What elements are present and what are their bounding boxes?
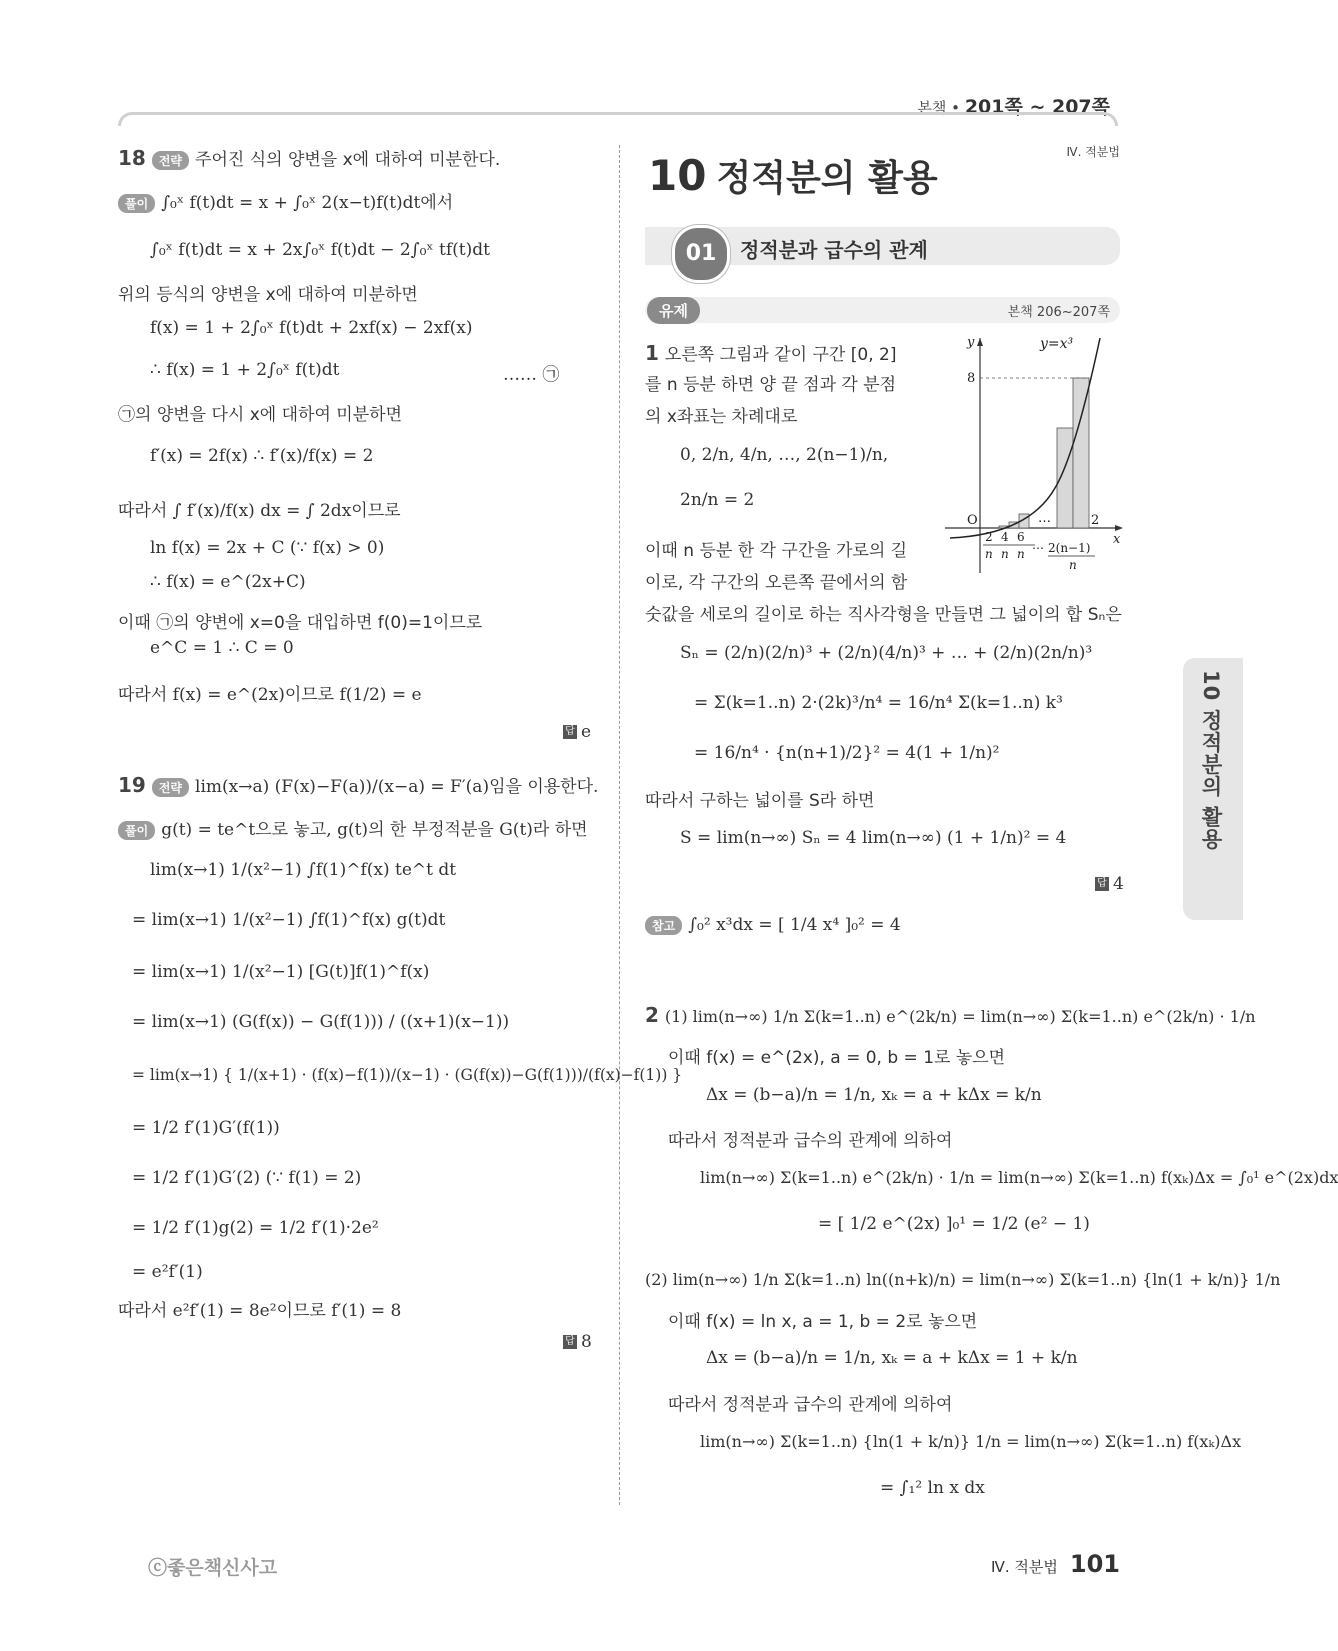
riemann-rect [1057,428,1073,528]
p18-answer: 답 e [563,722,591,742]
p18-line-11: 이때 ㉠의 양변에 x=0을 대입하면 f(0)=1이므로 [118,613,483,633]
p1-line-13: S = lim(n→∞) Sₙ = 4 lim(n→∞) (1 + 1/n)² = 4 [680,828,1067,848]
p18-line-9: ln f(x) = 2x + C (∵ f(x) > 0) [150,538,385,558]
p19-line-7: = 1/2 f′(1)G′(f(1)) [132,1118,280,1138]
x-tick-last-denom: n [1069,558,1077,572]
x-axis-arrow-icon [1115,525,1123,531]
top-rule [118,112,1118,126]
column-divider [619,145,620,1505]
p19-line-3: = lim(x→1) 1/(x²−1) ∫f(1)^f(x) g(t)dt [132,910,446,930]
p18-line-2: ∫₀ˣ f(t)dt = x + 2x∫₀ˣ f(t)dt − 2∫₀ˣ tf(t)dt [150,240,490,260]
x-tick-denom: n [1017,547,1025,561]
p1-line-7: 이로, 각 구간의 오른쪽 끝에서의 함 [645,573,908,593]
p19-line-10: = e²f′(1) [132,1262,203,1282]
p2-line-1: 2 (1) lim(n→∞) 1/n Σ(k=1..n) e^(2k/n) = lim(n→∞) Σ(k=1..n) e^(2k/n) · 1/n [645,1003,1256,1027]
p19-line-11: 따라서 e²f′(1) = 8e²이므로 f′(1) = 8 [118,1301,402,1321]
p19-line-5: = lim(x→1) (G(f(x)) − G(f(1))) / ((x+1)(x−1)) [132,1012,510,1032]
section-title: 정적분과 급수의 관계 [740,238,928,262]
x-end-label: 2 [1091,513,1100,528]
p1-answer: 답 4 [1095,874,1124,894]
p18-line-3: 위의 등식의 양변을 x에 대하여 미분하면 [118,285,418,305]
x-tick-last: 2(n−1) [1048,541,1091,555]
x-tick-denom: n [985,547,993,561]
y-tick-8: 8 [967,371,976,386]
p19-line-6: = lim(x→1) { 1/(x+1) · (f(x)−f(1))/(x−1) · (G(f(x))−G(f(1)))/(f(x)−f(1)) } [132,1066,683,1084]
p1-line-4: 0, 2/n, 4/n, …, 2(n−1)/n, [680,445,889,465]
example-tag: 유제 [647,297,700,324]
chapter-side-tab-label: 10 정적분의 활용 [1199,670,1223,850]
p19-line-8: = 1/2 f′(1)G′(2) (∵ f(1) = 2) [132,1168,362,1188]
publisher-logo: ⓒ좋은책신사고 [148,1557,278,1579]
p18-line-5: ∴ f(x) = 1 + 2∫₀ˣ f(t)dt [150,360,340,380]
p1-line-9: Sₙ = (2/n)(2/n)³ + (2/n)(4/n)³ + … + (2/n)(2n/n)³ [680,643,1093,663]
x-tick-denom: n [1001,547,1009,561]
curve-label: y=x³ [1040,336,1074,352]
origin-label: O [967,513,978,528]
p18-line-13: 따라서 f(x) = e^(2x)이므로 f(1/2) = e [118,685,422,705]
x-tick-2n: 2 [985,530,993,544]
p2-line-4: 따라서 정적분과 급수의 관계에 의하여 [668,1131,953,1151]
x-axis-label: x [1113,532,1121,547]
p19-line-2: lim(x→1) 1/(x²−1) ∫f(1)^f(x) te^t dt [150,860,457,880]
p1-line-3: 의 x좌표는 차례대로 [645,407,798,427]
section-number-badge: 01 [672,225,730,283]
answer-icon: 답 [563,725,577,739]
p2-line-5: lim(n→∞) Σ(k=1..n) e^(2k/n) · 1/n = lim(n→∞) Σ(k=1..n) f(xₖ)Δx = ∫₀¹ e^(2x)dx [700,1168,1338,1187]
p2-line-9: Δx = (b−a)/n = 1/n, xₖ = a + kΔx = 1 + k/n [706,1348,1078,1368]
p2-line-3: Δx = (b−a)/n = 1/n, xₖ = a + kΔx = k/n [706,1085,1042,1105]
problem-18-strategy: 18 전략 주어진 식의 양변을 x에 대하여 미분한다. [118,146,501,170]
p2-line-11: lim(n→∞) Σ(k=1..n) {ln(1 + k/n)} 1/n = lim(n→∞) Σ(k=1..n) f(xₖ)Δx [700,1432,1242,1451]
p19-line-4: = lim(x→1) 1/(x²−1) [G(t)]f(1)^f(x) [132,962,430,982]
riemann-sum-graph [945,335,1125,578]
p2-line-12: = ∫₁² ln x dx [880,1478,985,1498]
graph-dots: … [1038,511,1051,526]
example-reference: 본책 206~207쪽 [1007,305,1110,320]
p19-line-1: 풀이 g(t) = te^t으로 놓고, g(t)의 한 부정적분을 G(t)라 하면 [118,815,588,840]
x-tick-6n: 6 [1017,530,1025,544]
p1-line-5: 2n/n = 2 [680,490,755,510]
p1-line-11: = 16/n⁴ · {n(n+1)/2}² = 4(1 + 1/n)² [694,743,1000,763]
x-tick-dots: … [1032,538,1044,552]
p2-line-6: = [ 1/2 e^(2x) ]₀¹ = 1/2 (e² − 1) [818,1214,1090,1234]
p18-marker: …… ㉠ [503,365,560,385]
p18-line-1: 풀이 ∫₀ˣ f(t)dt = x + ∫₀ˣ 2(x−t)f(t)dt에서 [118,188,453,213]
p18-line-8: 따라서 ∫ f′(x)/f(x) dx = ∫ 2dx이므로 [118,501,401,521]
p1-line-10: = Σ(k=1..n) 2·(2k)³/n⁴ = 16/n⁴ Σ(k=1..n) k³ [694,693,1063,713]
book-page-reference: 본책 • 201쪽 ~ 207쪽 [917,96,1110,118]
p2-line-7: (2) lim(n→∞) 1/n Σ(k=1..n) ln((n+k)/n) = lim(n→∞) Σ(k=1..n) {ln(1 + k/n)} 1/n [645,1270,1281,1289]
p18-line-10: ∴ f(x) = e^(2x+C) [150,572,306,592]
p1-line-1: 1 오른쪽 그림과 같이 구간 [0, 2] [645,341,897,365]
y-axis-arrow-icon [977,338,983,346]
answer-icon: 답 [563,1335,577,1349]
p2-line-8: 이때 f(x) = ln x, a = 1, b = 2로 놓으면 [668,1312,978,1332]
footer-page-info [991,1550,1120,1578]
p1-line-2: 를 n 등분 하면 양 끝 점과 각 분점 [645,375,897,395]
x-tick-4n: 4 [1001,530,1009,544]
p1-line-12: 따라서 구하는 넓이를 S라 하면 [645,791,875,811]
y-axis-label: y [967,335,975,350]
answer-icon: 답 [1095,877,1109,891]
p18-line-6: ㉠의 양변을 다시 x에 대하여 미분하면 [118,405,402,425]
chapter-reference: Ⅳ. 적분법 [1066,145,1120,159]
p18-line-12: e^C = 1 ∴ C = 0 [150,638,294,658]
p19-answer: 답 8 [563,1332,592,1352]
problem-19-strategy: 19 전략 lim(x→a) (F(x)−F(a))/(x−a) = F′(a)임을 이용한다. [118,773,599,797]
chapter-title: 10 정적분의 활용 [648,151,938,200]
p1-line-8: 숫값을 세로의 길이로 하는 직사각형을 만들면 그 넓이의 합 Sₙ은 [645,605,1122,625]
p18-line-7: f′(x) = 2f(x) ∴ f′(x)/f(x) = 2 [150,446,374,466]
p1-line-6: 이때 n 등분 한 각 구간을 가로의 길 [645,541,908,561]
p2-line-10: 따라서 정적분과 급수의 관계에 의하여 [668,1395,953,1415]
page-number: 101 [1069,1550,1120,1578]
riemann-rect [1073,378,1089,528]
p1-note: 참고 ∫₀² x³dx = [ 1/4 x⁴ ]₀² = 4 [645,915,901,935]
p2-line-2: 이때 f(x) = e^(2x), a = 0, b = 1로 놓으면 [668,1048,1006,1068]
p18-line-4: f(x) = 1 + 2∫₀ˣ f(t)dt + 2xf(x) − 2xf(x) [150,318,473,338]
footer-chapter: Ⅳ. 적분법 [991,1558,1058,1576]
p19-line-9: = 1/2 f′(1)g(2) = 1/2 f′(1)·2e² [132,1218,379,1238]
